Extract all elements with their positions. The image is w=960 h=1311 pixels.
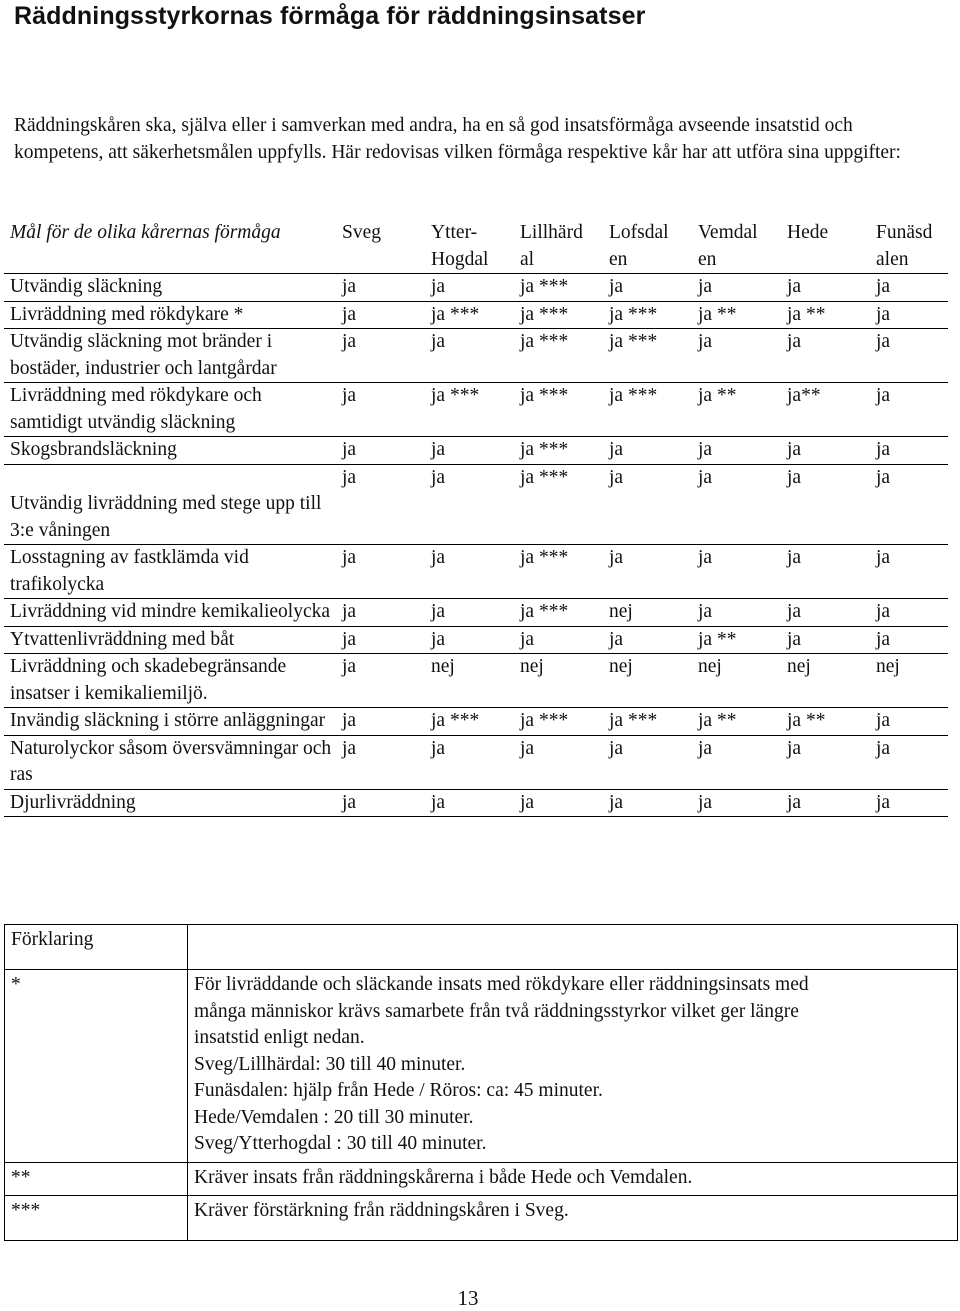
capability-cell: nej: [425, 654, 514, 708]
capability-cell: ja: [781, 464, 870, 545]
header-goal-cell: Mål för de olika kårernas förmåga: [4, 218, 336, 274]
task-cell: Djurlivräddning: [4, 789, 336, 817]
capability-cell: ja: [336, 735, 425, 789]
table-row: [4, 274, 948, 302]
capability-cell: ja: [870, 545, 948, 599]
capability-cell: ja: [425, 437, 514, 465]
capability-cell: ja: [336, 464, 425, 545]
table-row: [4, 437, 948, 465]
capability-cell: ja: [425, 626, 514, 654]
legend-line: Kräver insats från räddningskårerna i både Hede och Vemdalen.: [194, 1166, 693, 1188]
capability-cell: nej: [603, 654, 692, 708]
capability-cell: ja: [514, 789, 603, 817]
capability-table: [4, 218, 948, 817]
legend-symbol: **: [5, 1162, 188, 1196]
capability-cell: ja: [603, 437, 692, 465]
table-row: [4, 599, 948, 627]
capability-cell: ja: [870, 301, 948, 329]
capability-cell: ja: [336, 654, 425, 708]
capability-cell: ja: [692, 329, 781, 383]
capability-cell: ja: [781, 789, 870, 817]
capability-cell: ja ***: [425, 708, 514, 736]
legend-table: [4, 924, 958, 1241]
table-row: [4, 464, 948, 545]
task-cell: Ytvattenlivräddning med båt: [4, 626, 336, 654]
legend-heading: Förklaring: [5, 925, 188, 970]
capability-cell: ja: [692, 464, 781, 545]
task-cell: Skogsbrandsläckning: [4, 437, 336, 465]
capability-cell: ja: [425, 735, 514, 789]
legend-description: [188, 1196, 958, 1241]
task-cell: Utvändig släckning: [4, 274, 336, 302]
capability-cell: ja: [336, 599, 425, 627]
header-station-cell: Ytter- Hogdal: [425, 218, 514, 274]
header-station-cell: Vemdal en: [692, 218, 781, 274]
capability-cell: ja: [336, 708, 425, 736]
capability-cell: ja **: [781, 301, 870, 329]
capability-cell: nej: [692, 654, 781, 708]
table-row: [4, 735, 948, 789]
capability-cell: ja: [870, 437, 948, 465]
capability-cell: ja ***: [514, 464, 603, 545]
capability-cell: ja: [781, 599, 870, 627]
table-row: [4, 626, 948, 654]
capability-cell: ja ***: [514, 545, 603, 599]
legend-item: [5, 970, 958, 1163]
capability-cell: ja: [870, 329, 948, 383]
capability-cell: ja: [781, 274, 870, 302]
capability-cell: ja: [692, 599, 781, 627]
capability-cell: ja**: [781, 383, 870, 437]
task-cell: Invändig släckning i större anläggningar: [4, 708, 336, 736]
capability-cell: ja: [692, 735, 781, 789]
legend-description: [188, 1162, 958, 1196]
table-header-row: [4, 218, 948, 274]
capability-cell: ja ***: [514, 329, 603, 383]
capability-cell: ja: [870, 274, 948, 302]
capability-cell: nej: [870, 654, 948, 708]
capability-cell: ja: [870, 789, 948, 817]
capability-cell: ja: [692, 545, 781, 599]
legend-symbol: *: [5, 970, 188, 1163]
capability-cell: ja: [870, 383, 948, 437]
task-cell: Losstagning av fastklämda vid trafikolycka: [4, 545, 336, 599]
capability-cell: ja: [336, 545, 425, 599]
capability-cell: nej: [514, 654, 603, 708]
legend-description: [188, 970, 958, 1163]
capability-cell: ja: [425, 274, 514, 302]
capability-cell: ja **: [692, 708, 781, 736]
legend-line: Hede/Vemdalen : 20 till 30 minuter.: [194, 1106, 474, 1128]
capability-cell: ja: [336, 329, 425, 383]
capability-cell: ja: [870, 735, 948, 789]
legend-line: insatstid enligt nedan.: [194, 1027, 365, 1048]
capability-cell: ja **: [692, 626, 781, 654]
table-row: [4, 383, 948, 437]
capability-cell: ja ***: [514, 301, 603, 329]
capability-cell: ja: [781, 329, 870, 383]
capability-cell: ja ***: [514, 708, 603, 736]
header-station-cell: Funäsd alen: [870, 218, 948, 274]
table-row: [4, 329, 948, 383]
capability-cell: ja: [336, 301, 425, 329]
capability-cell: ja: [692, 274, 781, 302]
capability-cell: ja ***: [425, 301, 514, 329]
capability-cell: ja: [870, 626, 948, 654]
capability-cell: ja ***: [603, 301, 692, 329]
capability-cell: ja: [603, 464, 692, 545]
capability-cell: ja: [514, 735, 603, 789]
table-row: [4, 545, 948, 599]
header-station-cell: Sveg: [336, 218, 425, 274]
capability-cell: nej: [781, 654, 870, 708]
legend-symbol: ***: [5, 1196, 188, 1241]
capability-cell: ja ***: [603, 383, 692, 437]
capability-cell: ja ***: [603, 329, 692, 383]
legend-line: Funäsdalen: hjälp från Hede / Röros: ca: 45 minuter.: [194, 1080, 603, 1101]
task-cell: Utvändig släckning mot bränder i bostäder, industrier och lantgårdar: [4, 329, 336, 383]
capability-cell: ja: [336, 437, 425, 465]
legend-item: [5, 1162, 958, 1196]
capability-cell: ja ***: [514, 437, 603, 465]
intro-paragraph: Räddningskåren ska, själva eller i samverkan med andra, ha en så god insatsförmåga avseende insatstid och kompetens, att säkerhetsmålen uppfylls. Här redovisas vilken förmåga respektive kår har att utföra sina uppgifter:: [14, 115, 901, 163]
capability-cell: ja ***: [514, 383, 603, 437]
capability-cell: ja: [603, 274, 692, 302]
legend-item: [5, 1196, 958, 1241]
table-row: [4, 301, 948, 329]
capability-cell: ja: [603, 626, 692, 654]
task-cell: Livräddning med rökdykare *: [4, 301, 336, 329]
legend-line: många människor krävs samarbete från två räddningsstyrkor vilket ger längre: [194, 1000, 799, 1022]
capability-cell: ja: [336, 789, 425, 817]
capability-cell: ja **: [781, 708, 870, 736]
capability-cell: nej: [603, 599, 692, 627]
capability-cell: ja ***: [425, 383, 514, 437]
task-cell: Livräddning med rökdykare och samtidigt utvändig släckning: [4, 383, 336, 437]
capability-cell: ja ***: [514, 274, 603, 302]
capability-cell: ja: [336, 274, 425, 302]
capability-cell: ja: [425, 329, 514, 383]
capability-cell: ja: [781, 626, 870, 654]
capability-cell: ja: [603, 735, 692, 789]
task-cell: Utvändig livräddning med stege upp till 3:e våningen: [4, 464, 336, 545]
capability-cell: ja: [425, 789, 514, 817]
capability-cell: ja **: [692, 301, 781, 329]
capability-cell: ja ***: [514, 599, 603, 627]
capability-cell: ja: [781, 735, 870, 789]
legend-line: För livräddande och släckande insats med rökdykare eller räddningsinsats med: [194, 974, 809, 995]
page-number: 13: [457, 1286, 479, 1310]
legend-line: Kräver förstärkning från räddningskåren i Sveg.: [194, 1200, 569, 1221]
header-station-cell: Lillhärd al: [514, 218, 603, 274]
capability-cell: ja: [336, 383, 425, 437]
table-row: [4, 708, 948, 736]
capability-cell: ja: [514, 626, 603, 654]
capability-cell: ja: [870, 708, 948, 736]
header-station-cell: Lofsdal en: [603, 218, 692, 274]
capability-cell: ja: [425, 464, 514, 545]
header-station-cell: Hede: [781, 218, 870, 274]
task-cell: Livräddning och skadebegränsande insatser i kemikaliemiljö.: [4, 654, 336, 708]
legend-line: Sveg/Ytterhogdal : 30 till 40 minuter.: [194, 1133, 487, 1154]
table-row: [4, 789, 948, 817]
legend-line: Sveg/Lillhärdal: 30 till 40 minuter.: [194, 1053, 466, 1075]
capability-cell: ja: [870, 599, 948, 627]
capability-cell: ja: [692, 437, 781, 465]
capability-cell: ja: [425, 599, 514, 627]
table-row: [4, 654, 948, 708]
capability-cell: ja: [870, 464, 948, 545]
capability-cell: ja ***: [603, 708, 692, 736]
capability-cell: ja: [336, 626, 425, 654]
page-title: Räddningsstyrkornas förmåga för räddningsinsatser: [14, 2, 646, 30]
capability-cell: ja: [425, 545, 514, 599]
capability-cell: ja: [603, 789, 692, 817]
legend-heading-empty: [188, 925, 958, 970]
capability-cell: ja: [781, 545, 870, 599]
capability-cell: ja: [603, 545, 692, 599]
capability-cell: ja **: [692, 383, 781, 437]
task-cell: Naturolyckor såsom översvämningar och ras: [4, 735, 336, 789]
task-cell: Livräddning vid mindre kemikalieolycka: [4, 599, 336, 627]
capability-cell: ja: [781, 437, 870, 465]
legend-heading-row: [5, 925, 958, 970]
capability-cell: ja: [692, 789, 781, 817]
